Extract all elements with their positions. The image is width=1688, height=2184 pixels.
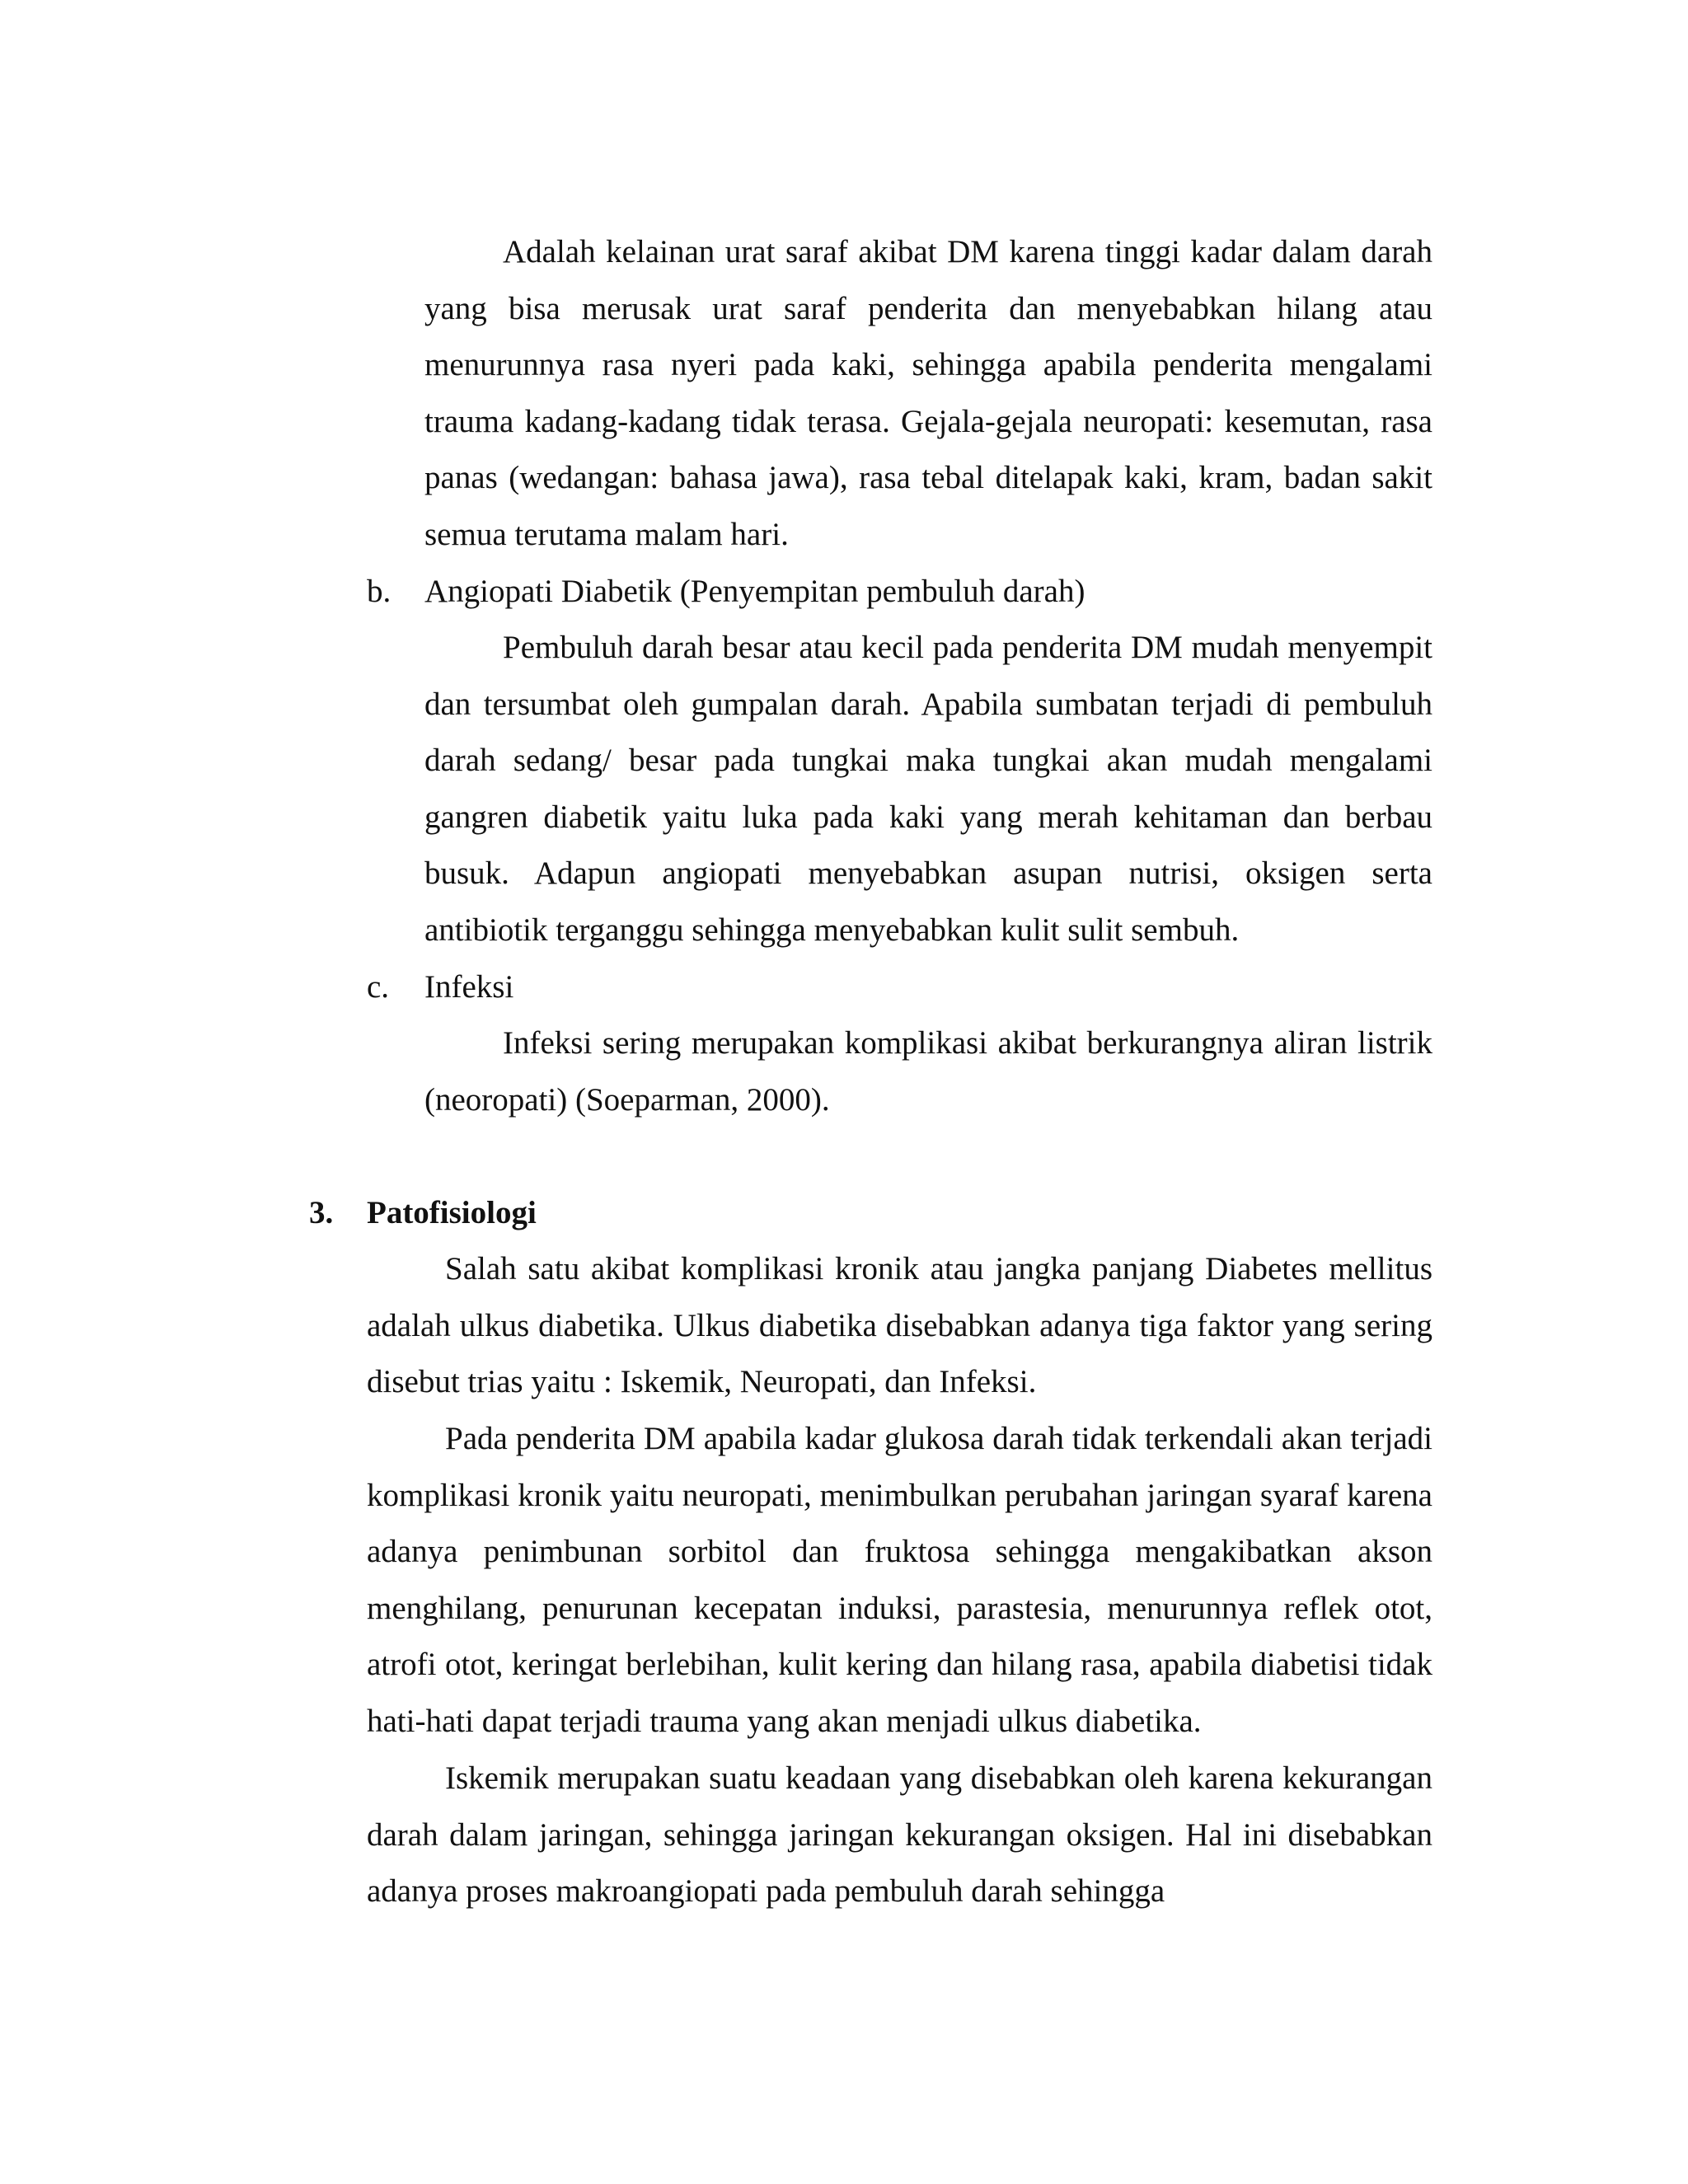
infeksi-description: Infeksi sering merupakan komplikasi akibat berkurangnya aliran listrik (neoropati) (Soeparman, 2000). <box>424 1025 1432 1118</box>
neuropati-description: Adalah kelainan urat saraf akibat DM karena tinggi kadar dalam darah yang bisa merusak urat saraf penderita dan menyebabkan hilang atau menurunnya rasa nyeri pada kaki, sehingga apabila penderita mengalami trauma kadang-kadang tidak terasa. Gejala-gejala neuropati: kesemutan, rasa panas (wedangan: bahasa jawa), rasa tebal ditelapak kaki, kram, badan sakit semua terutama malam hari. <box>424 234 1432 552</box>
section-number: 3. <box>309 1195 334 1230</box>
patofisiologi-paragraph-2: Pada penderita DM apabila kadar glukosa darah tidak terkendali akan terjadi komplikasi kronik yaitu neuropati, menimbulkan perubahan jaringan syaraf karena adanya penimbunan sorbitol dan fruktosa sehingga mengakibatkan akson menghilang, penurunan kecepatan induksi, parastesia, menurunnya reflek otot, atrofi otot, keringat berlebihan, kulit kering dan hilang rasa, apabila diabetisi tidak hati-hati dapat terjadi trauma yang akan menjadi ulkus diabetika. <box>367 1421 1432 1739</box>
section-title: Patofisiologi <box>367 1195 537 1230</box>
list-marker-b: b. <box>367 574 392 609</box>
patofisiologi-paragraph-1: Salah satu akibat komplikasi kronik atau jangka panjang Diabetes mellitus adalah ulkus diabetika. Ulkus diabetika disebabkan adanya tiga faktor yang sering disebut trias yaitu : Iskemik, Neuropati, dan Infeksi. <box>367 1251 1432 1400</box>
list-item-c <box>0 959 1688 1016</box>
list-item-c-title: Infeksi <box>424 969 514 1005</box>
angiopati-description: Pembuluh darah besar atau kecil pada penderita DM mudah menyempit dan tersumbat oleh gumpalan darah. Apabila sumbatan terjadi di pembuluh darah sedang/ besar pada tungkai maka tungkai akan mudah mengalami gangren diabetik yaitu luka pada kaki yang merah kehitaman dan berbau busuk. Adapun angiopati menyebabkan asupan nutrisi, oksigen serta antibiotik terganggu sehingga menyebabkan kulit sulit sembuh. <box>424 630 1432 948</box>
list-marker-c: c. <box>367 969 390 1005</box>
section-heading <box>0 1185 1688 1242</box>
patofisiologi-paragraph-3: Iskemik merupakan suatu keadaan yang disebabkan oleh karena kekurangan darah dalam jaringan, sehingga jaringan kekurangan oksigen. Hal ini disebabkan adanya proses makroangiopati pada pembuluh darah sehingga <box>367 1760 1432 1910</box>
list-item-b-title: Angiopati Diabetik (Penyempitan pembuluh darah) <box>424 574 1085 609</box>
list-item-b <box>0 564 1688 621</box>
